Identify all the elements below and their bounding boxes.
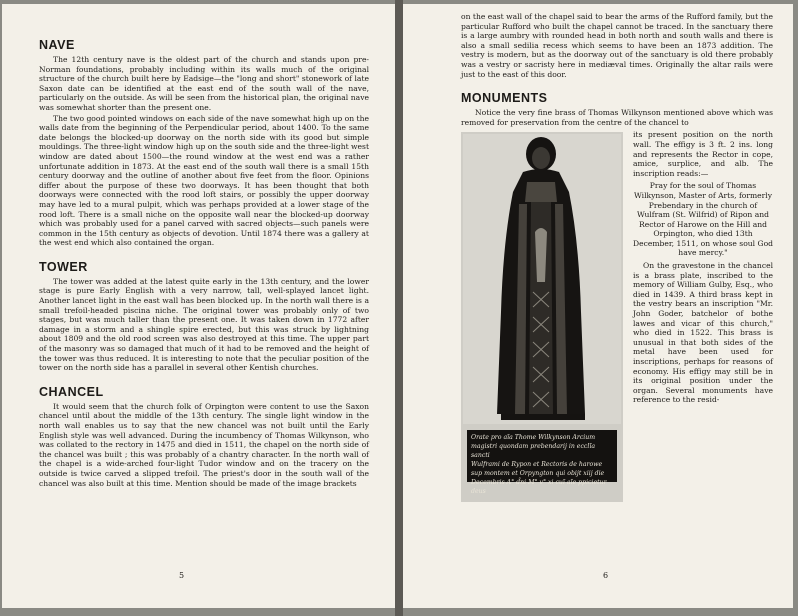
brass-inscription-plate — [467, 430, 617, 496]
section-heading: NAVE — [39, 38, 75, 52]
paragraph: The two good pointed windows on each side of the nave somewhat high up on the walls date from the beginning of the Perpendicular period, about 1400. To the same date belongs the blocked-up doorway on the north side with its good but simple mouldings. The three-light window high up on the south side and the three-light west window are dated about 1500—the round window at the west end was a rather unfortunate addition in 1873. At the east end of the south wall there is a small 15th century doorway and the outline of another about five feet from the floor. Opinions differ about the purpose of these two doorways. It has been thought that both doorways were connected with the rood loft stairs, or possibly the upper doorway may have led to a mural pulpit, which was perhaps provided at a lower stage of the rood loft. There is a small niche on the opposite wall near the blocked-up doorway which was probably used for a panel carved with sacred objects—such panels were common in the 15th century as objects of devotion. Until 1874 there was a gallery at the west end which also contained the organ. — [39, 113, 369, 248]
page-number: 6 — [603, 571, 609, 580]
section-heading: MONUMENTS — [461, 91, 548, 106]
inscription-line: magistri quondam prebendarij in ecclĩa sancti — [471, 443, 596, 460]
section-chancel — [39, 385, 369, 488]
book-gutter — [395, 0, 403, 616]
paragraph: The 12th century nave is the oldest part of the church and stands upon pre-Norman foundations, probably including within its walls much of the original structure of the church built here by Eadsige—the "long and short" stonework of late Saxon date can be identified at the east end of the south wall of the nave, particularly on the outside. As will be seen from the historical plan, the original nave was somewhat shorter than the present one. — [39, 55, 369, 112]
section-heading: CHANCEL — [39, 384, 104, 399]
right-page — [403, 4, 793, 608]
inscription-translation: Pray for the soul of Thomas Wilkynson, Master of Arts, formerly Prebendary in the church of Wulfram (St. Wilfrid) of Ripon and Rector of Harowe on the Hill and Orpington, who died 13th December, 1511, on whose soul God have mercy." — [633, 181, 774, 258]
inscription-line: Decembris A° d̃ni M° v° xi cuĩ aĩe ppicietur deus — [471, 479, 607, 496]
inscription-line: Wulframi de Rypon et Rectoris de harowe — [471, 461, 603, 469]
paragraph: Notice the very fine brass of Thomas Wilkynson mentioned above which was removed for preservation from the centre of the chancel to — [461, 108, 773, 127]
paragraph: on the east wall of the chapel said to bear the arms of the Rufford family, but the particular Rufford who built the chapel cannot be traced. In the sanctuary there is a large aumbry with rounded head in both north and south walls and there is also a small sedilia recess which seems to have been an 1873 addition. The vestry is modern, but as the doorway out of the sanctuary is old there probably was a vestry or sacristy here in mediæval times. Originally the altar rails were just to the east of this door. — [461, 12, 773, 79]
paragraph: The tower was added at the latest quite early in the 13th century, and the lower stage is pure Early English with a very narrow, tall, well-splayed lancet light. Another lancet light in the east wall has been blocked up. In the north wall there is a small trefoil-headed piscina niche. The original tower was probably only of two stages, but was much taller than the present one. It was taken down in 1772 after damage in a storm and a shingle spire erected, but this was struck by lightning about 1809 and the old rood screen was also destroyed at this time. The upper part of the masonry was so damaged that much of it had to be removed and the height of the tower was thus reduced. It is interesting to note that the peculiar position of the tower on the north side has a parallel in several other Kentish churches. — [39, 276, 369, 373]
inscription-line: sup montem et Orpyngton qui obijt xiij die — [471, 470, 605, 478]
monuments-body — [461, 130, 774, 496]
paragraph: its present position on the north wall. The effigy is 3 ft. 2 ins. long and represents the Rector in cope, amice, surplice, and alb. The inscription reads:— — [633, 130, 773, 178]
section-heading: TOWER — [39, 259, 88, 274]
section-nave — [39, 38, 369, 248]
brass-effigy-image — [461, 132, 623, 502]
left-page — [2, 4, 395, 608]
paragraph: On the gravestone in the chancel is a brass plate, inscribed to the memory of William Gulby, Esq., who died in 1439. A third brass kept in the vestry bears an inscription "Mr. John Goder, batchelor of bothe lawes and vicar of this church," who died in 1522. This brass is unusual in that both sides of the metal have been used for inscriptions, perhaps for reasons of economy. His effigy may still be in its original position under the organ. Several monuments have reference to the resid- — [633, 261, 773, 405]
page-number: 5 — [179, 571, 185, 580]
section-tower — [39, 260, 369, 373]
paragraph: It would seem that the church folk of Orpington were content to use the Saxon chancel until about the middle of the 13th century. The single light window in the north wall enables us to say that the new chancel was not built until the Early English style was well advanced. During the incumbency of Thomas Wilkynson, who was collated to the rectory in 1475 and died in 1511, the chapel on the north side of the chancel was built ; this was probably of a chantry character. In the north wall of the chapel is a wide-arched four-light Tudor window and on the tracery on the outside is twice carved a slipped trefoil. The priest's door in the south wall of the chancel was also built at this time. Mention should be made of the image brackets — [39, 401, 369, 488]
inscription-line: Orate pro aĩa Thome Wilkynson Arcium — [471, 434, 596, 442]
